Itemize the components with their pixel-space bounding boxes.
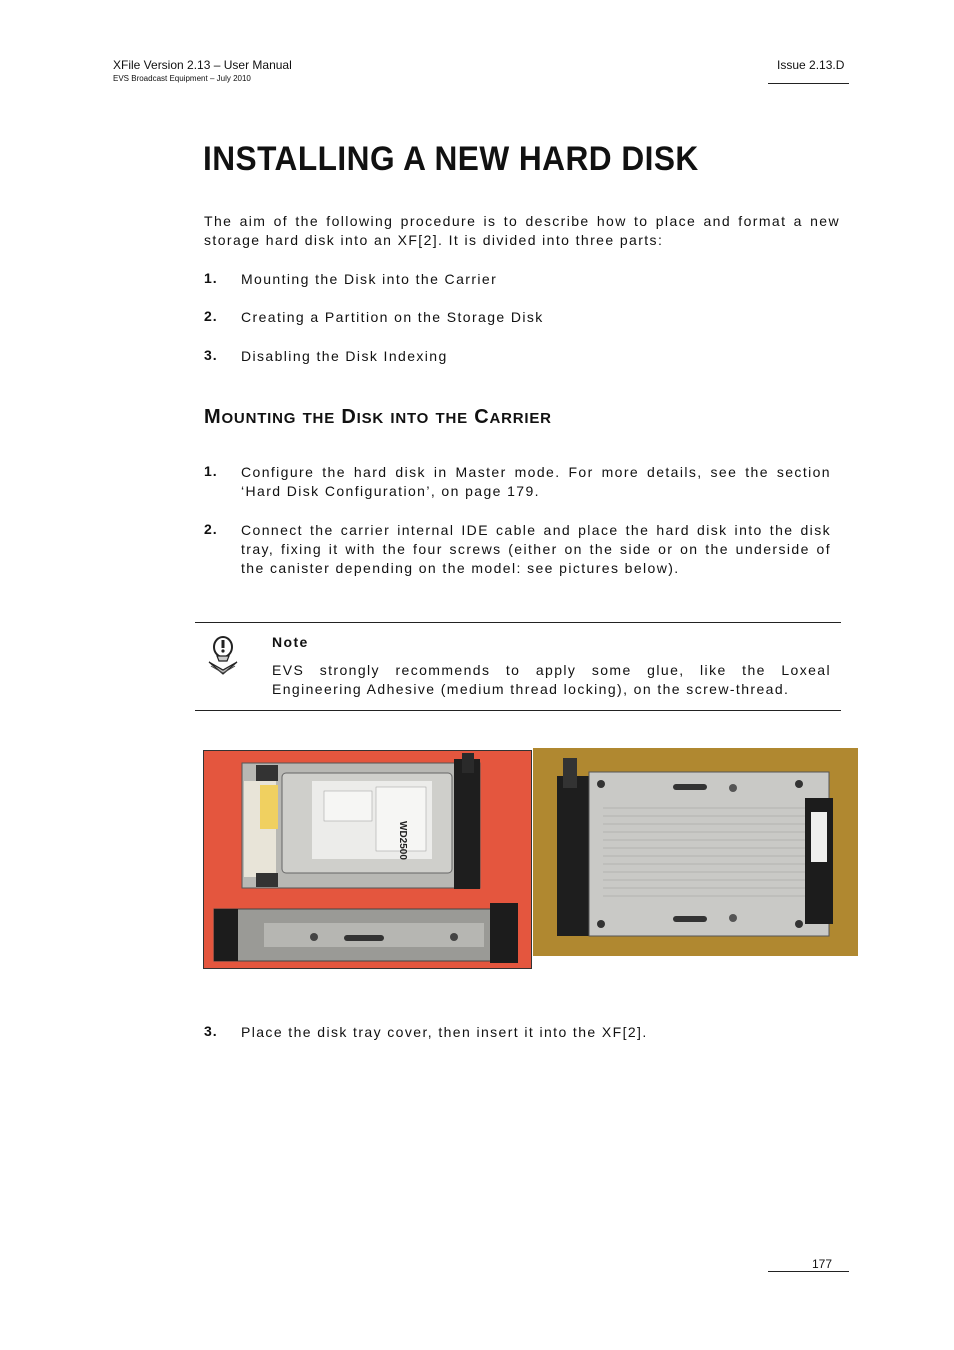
- part-item: Creating a Partition on the Storage Disk: [241, 309, 544, 325]
- intro-paragraph: [204, 212, 840, 250]
- part-number: 2.: [204, 308, 218, 324]
- footer-rule: [768, 1271, 849, 1272]
- step-1-text: Configure the hard disk in Master mode. For more details, see the section ‘Hard Disk Configuration’, on page 179.: [241, 464, 831, 499]
- note-text: EVS strongly recommends to apply some glue, like the Loxeal Engineering Adhesive (medium thread locking), on the screw-thread.: [272, 662, 831, 697]
- step-3-text: Place the disk tray cover, then insert it into the XF[2].: [241, 1024, 648, 1040]
- part-item: Mounting the Disk into the Carrier: [241, 271, 498, 287]
- photo-disk-in-tray: [203, 750, 532, 969]
- photo-carrier-underside: [533, 748, 858, 956]
- part-number: 3.: [204, 347, 218, 363]
- note-bottom-rule: [195, 710, 841, 711]
- drive-label: WD2500: [397, 821, 408, 860]
- header-rule: [768, 83, 849, 84]
- warning-lightbulb-icon: [205, 634, 241, 676]
- note-label: Note: [272, 634, 309, 650]
- part-number: 1.: [204, 270, 218, 286]
- header-subtitle: EVS Broadcast Equipment – July 2010: [113, 74, 251, 83]
- header-title: XFile Version 2.13 – User Manual: [113, 58, 292, 72]
- page-heading: INSTALLING A NEW HARD DISK: [203, 140, 699, 178]
- part-item: Disabling the Disk Indexing: [241, 348, 448, 364]
- step-2-text: Connect the carrier internal IDE cable and place the hard disk into the disk tray, fixing it with the four screws (either on the side or on the underside of the canister depending on the model: see pictures below).: [241, 522, 831, 576]
- step-number: 2.: [204, 521, 218, 537]
- step-number: 1.: [204, 463, 218, 479]
- header-issue: Issue 2.13.D: [777, 58, 845, 72]
- intro-line-2: storage hard disk into an XF[2]. It is divided into three parts:: [204, 232, 664, 248]
- intro-line-1: The aim of the following procedure is to describe how to place and format a new: [204, 213, 840, 229]
- note-top-rule: [195, 622, 841, 623]
- section-heading: MOUNTING THE DISK INTO THE CARRIER: [204, 406, 552, 428]
- page-number: 177: [812, 1257, 833, 1271]
- step-number: 3.: [204, 1023, 218, 1039]
